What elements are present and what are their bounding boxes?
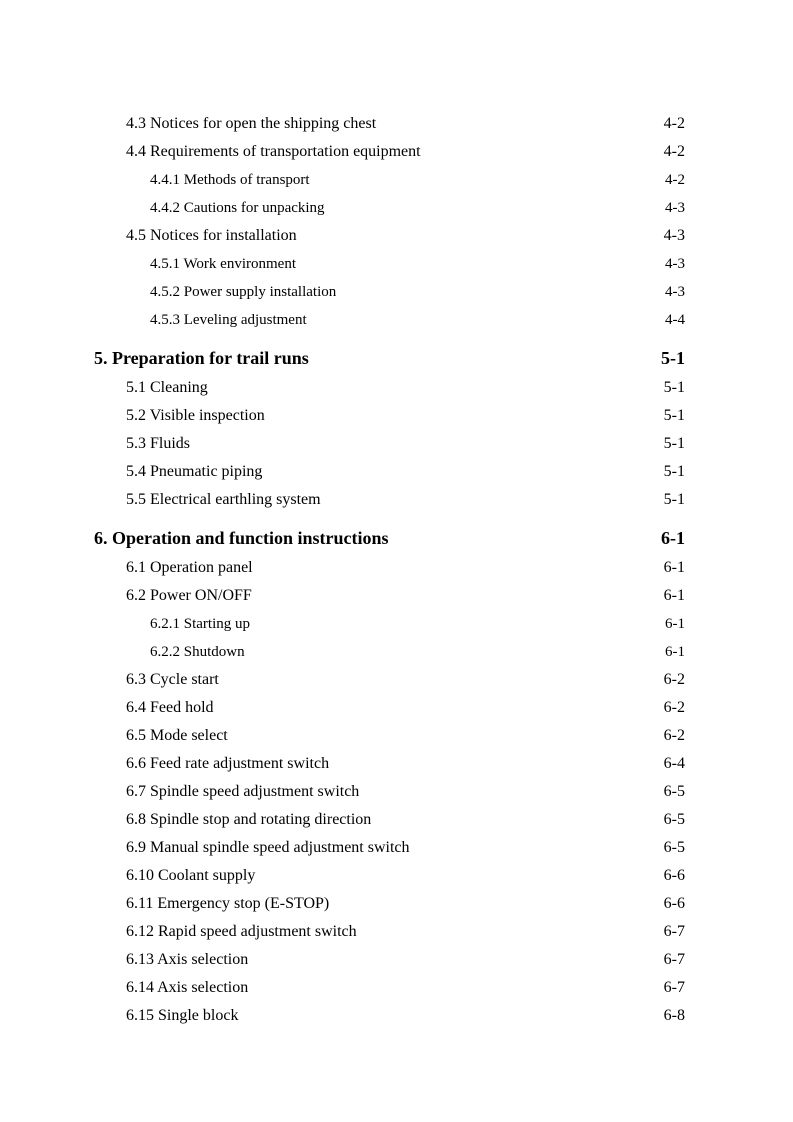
toc-entry-5-4[interactable] bbox=[0, 460, 793, 484]
toc-entry-label: 6.2.1 Starting up bbox=[150, 616, 250, 632]
toc-entry-page: 6-5 bbox=[663, 811, 685, 828]
toc-chapter-label: 5. Preparation for trail runs bbox=[94, 348, 309, 368]
toc-entry-page: 6-1 bbox=[663, 559, 685, 576]
toc-entry-label: 5.2 Visible inspection bbox=[126, 407, 265, 424]
toc-entry-6-6[interactable] bbox=[0, 752, 793, 776]
toc-entry-page: 6-1 bbox=[665, 644, 685, 660]
toc-entry-page: 6-6 bbox=[663, 867, 685, 884]
toc-entry-label: 6.15 Single block bbox=[126, 1007, 239, 1024]
toc-entry-page: 4-2 bbox=[663, 143, 685, 160]
toc-entry-page: 6-5 bbox=[663, 783, 685, 800]
toc-entry-page: 6-5 bbox=[663, 839, 685, 856]
toc-entry-page: 4-2 bbox=[663, 115, 685, 132]
toc-entry-label: 6.9 Manual spindle speed adjustment switch bbox=[126, 839, 410, 856]
toc-entry-6-12[interactable] bbox=[0, 920, 793, 944]
toc-entry-6-2-1[interactable] bbox=[0, 612, 793, 636]
toc-entry-page: 5-1 bbox=[663, 407, 685, 424]
toc-entry-label: 6.7 Spindle speed adjustment switch bbox=[126, 783, 360, 800]
toc-entry-label: 6.2.2 Shutdown bbox=[150, 644, 245, 660]
toc-entry-label: 6.14 Axis selection bbox=[126, 979, 249, 996]
toc-entry-page: 6-8 bbox=[663, 1007, 685, 1024]
toc-entry-6-15[interactable] bbox=[0, 1004, 793, 1028]
toc-entry-page: 4-3 bbox=[665, 284, 685, 300]
toc-entry-label: 4.5.3 Leveling adjustment bbox=[150, 312, 307, 328]
toc-entry-label: 6.8 Spindle stop and rotating direction bbox=[126, 811, 372, 828]
toc-entry-6-3[interactable] bbox=[0, 668, 793, 692]
toc-entry-page: 5-1 bbox=[663, 491, 685, 508]
toc-chapter-page: 5-1 bbox=[661, 348, 685, 368]
toc-entry-page: 6-2 bbox=[663, 699, 685, 716]
toc-entry-4-5-1[interactable] bbox=[0, 252, 793, 276]
toc-entry-page: 5-1 bbox=[663, 379, 685, 396]
toc-entry-4-4[interactable] bbox=[0, 140, 793, 164]
toc-entry-6-2[interactable] bbox=[0, 584, 793, 608]
toc-entry-5-5[interactable] bbox=[0, 488, 793, 512]
toc-entry-4-5-2[interactable] bbox=[0, 280, 793, 304]
toc-entry-label: 4.4.2 Cautions for unpacking bbox=[150, 200, 325, 216]
toc-entry-page: 5-1 bbox=[663, 463, 685, 480]
toc-chapter-5[interactable] bbox=[0, 346, 793, 370]
toc-entry-label: 6.3 Cycle start bbox=[126, 671, 219, 688]
toc-entry-label: 4.5.1 Work environment bbox=[150, 256, 296, 272]
toc-entry-label: 6.11 Emergency stop (E-STOP) bbox=[126, 895, 330, 912]
toc-entry-page: 4-3 bbox=[665, 200, 685, 216]
toc-entry-label: 6.6 Feed rate adjustment switch bbox=[126, 755, 330, 772]
toc-entry-6-13[interactable] bbox=[0, 948, 793, 972]
toc-entry-6-4[interactable] bbox=[0, 696, 793, 720]
toc-entry-label: 4.5.2 Power supply installation bbox=[150, 284, 337, 300]
toc-entry-label: 4.5 Notices for installation bbox=[126, 227, 297, 244]
toc-entry-label: 6.10 Coolant supply bbox=[126, 867, 256, 884]
toc-entry-label: 6.1 Operation panel bbox=[126, 559, 253, 576]
toc-entry-label: 5.1 Cleaning bbox=[126, 379, 208, 396]
toc-entry-page: 4-2 bbox=[665, 172, 685, 188]
toc-entry-5-1[interactable] bbox=[0, 376, 793, 400]
toc-entry-page: 6-6 bbox=[663, 895, 685, 912]
toc-entry-label: 6.2 Power ON/OFF bbox=[126, 587, 252, 604]
toc-entry-label: 4.4.1 Methods of transport bbox=[150, 172, 310, 188]
toc-entry-page: 4-4 bbox=[665, 312, 685, 328]
toc-entry-label: 5.5 Electrical earthling system bbox=[126, 491, 321, 508]
toc-entry-6-10[interactable] bbox=[0, 864, 793, 888]
toc-entry-page: 4-3 bbox=[665, 256, 685, 272]
toc-entry-label: 6.4 Feed hold bbox=[126, 699, 214, 716]
toc-entry-label: 4.4 Requirements of transportation equipment bbox=[126, 143, 421, 160]
toc-entry-4-3[interactable] bbox=[0, 112, 793, 136]
toc-entry-4-4-1[interactable] bbox=[0, 168, 793, 192]
toc-entry-label: 5.4 Pneumatic piping bbox=[126, 463, 263, 480]
toc-entry-label: 5.3 Fluids bbox=[126, 435, 191, 452]
toc-entry-4-5-3[interactable] bbox=[0, 308, 793, 332]
toc-entry-page: 4-3 bbox=[663, 227, 685, 244]
toc-entry-6-14[interactable] bbox=[0, 976, 793, 1000]
toc-entry-6-7[interactable] bbox=[0, 780, 793, 804]
toc-entry-page: 6-4 bbox=[663, 755, 685, 772]
toc-entry-6-8[interactable] bbox=[0, 808, 793, 832]
toc-entry-6-2-2[interactable] bbox=[0, 640, 793, 664]
toc-entry-6-5[interactable] bbox=[0, 724, 793, 748]
toc-entry-page: 6-2 bbox=[663, 671, 685, 688]
toc-entry-5-3[interactable] bbox=[0, 432, 793, 456]
toc-entry-label: 6.13 Axis selection bbox=[126, 951, 249, 968]
toc-entry-4-5[interactable] bbox=[0, 224, 793, 248]
toc-chapter-page: 6-1 bbox=[661, 528, 685, 548]
toc-chapter-6[interactable] bbox=[0, 526, 793, 550]
toc-entry-page: 6-7 bbox=[663, 951, 685, 968]
toc-entry-6-1[interactable] bbox=[0, 556, 793, 580]
toc-entry-label: 6.5 Mode select bbox=[126, 727, 228, 744]
toc-entry-page: 6-1 bbox=[663, 587, 685, 604]
toc-entry-page: 6-2 bbox=[663, 727, 685, 744]
toc-entry-page: 6-7 bbox=[663, 923, 685, 940]
toc-entry-5-2[interactable] bbox=[0, 404, 793, 428]
toc-chapter-label: 6. Operation and function instructions bbox=[94, 528, 389, 548]
toc-entry-6-9[interactable] bbox=[0, 836, 793, 860]
toc-entry-4-4-2[interactable] bbox=[0, 196, 793, 220]
toc-entry-label: 6.12 Rapid speed adjustment switch bbox=[126, 923, 357, 940]
toc-entry-page: 6-7 bbox=[663, 979, 685, 996]
toc-entry-page: 5-1 bbox=[663, 435, 685, 452]
toc-entry-6-11[interactable] bbox=[0, 892, 793, 916]
toc-entry-page: 6-1 bbox=[665, 616, 685, 632]
toc-entry-label: 4.3 Notices for open the shipping chest bbox=[126, 115, 377, 132]
